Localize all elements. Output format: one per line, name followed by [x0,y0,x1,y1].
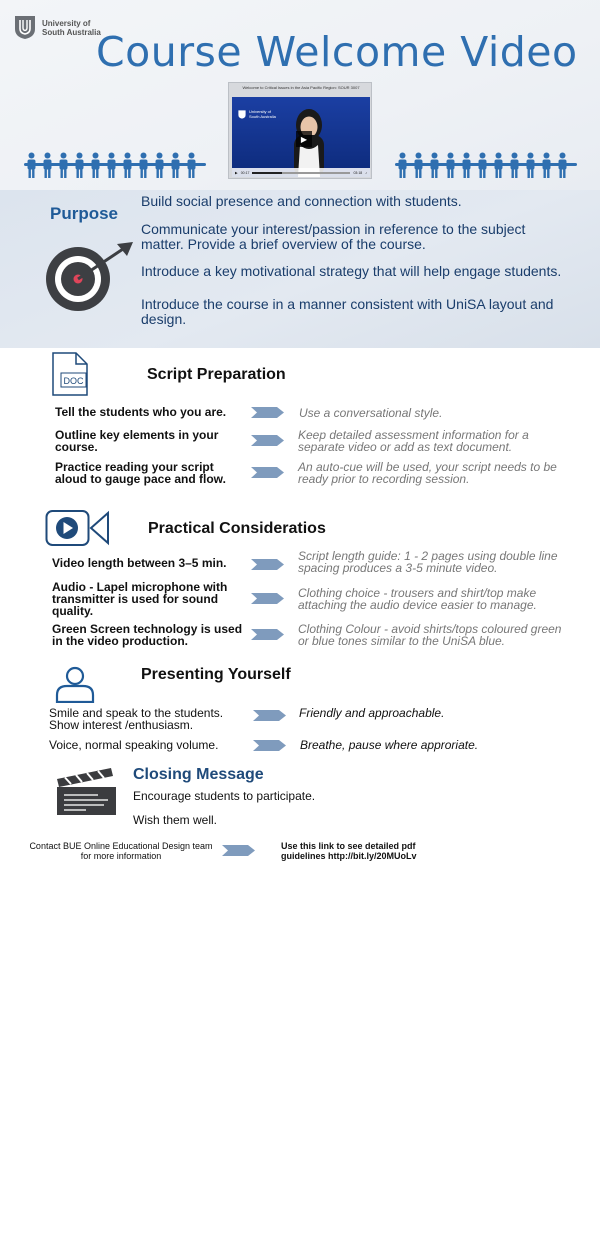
script-row-left: Practice reading your script aloud to gauge pace and flow. [55,460,226,486]
arrow-right-icon [222,845,255,856]
person-figure-icon [58,152,69,178]
script-preparation-title: Script Preparation [147,366,286,383]
practical-row-right: Clothing Colour - avoid shirts/tops coloured green or blue tones similar to the UniSA blue. [298,622,562,648]
person-figure-icon [106,152,117,178]
person-figure-icon [138,152,149,178]
person-figure-icon [74,152,85,178]
closing-line-1: Encourage students to participate. [133,789,316,803]
person-figure-icon [493,152,504,178]
arrow-right-icon [251,593,284,604]
person-figure-icon [42,152,53,178]
purpose-title: Purpose [50,204,119,223]
university-logo[interactable] [14,15,101,40]
script-row-left: Outline key elements in your course. [55,428,219,454]
play-button[interactable]: ▶ [296,131,312,147]
arrow-right-icon [253,710,286,721]
arrow-right-icon [251,407,284,418]
video-camera-icon [45,508,111,548]
video-progress-bar[interactable] [252,172,350,174]
footer-contact: Contact BUE Online Educational Design team for more information [29,841,213,861]
total-time: 03:18 [353,170,363,175]
person-figure-icon [186,152,197,178]
person-figure-icon [397,152,408,178]
script-row-left: Tell the students who you are. [55,405,227,419]
video-progress-fill [252,172,281,174]
volume-icon[interactable]: ♪ [365,170,367,175]
practical-row-right: Script length guide: 1 - 2 pages using double line spacing produces a 3-5 minute video. [298,549,558,575]
person-icon [55,665,95,703]
person-figure-icon [445,152,456,178]
header-banner [0,0,600,190]
video-player[interactable] [228,82,372,179]
clapperboard-icon [56,767,116,816]
presenting-row-right: Breathe, pause where approriate. [300,738,479,752]
person-figure-icon [170,152,181,178]
script-row-right: Use a conversational style. [299,406,443,420]
shield-logo-icon [14,15,36,40]
presenting-row-right: Friendly and approachable. [299,706,445,720]
person-figure-icon [154,152,165,178]
video-screen[interactable] [232,97,370,177]
person-figure-icon [90,152,101,178]
purpose-item: Introduce a key motivational strategy that will help engage students. [141,263,562,279]
purpose-item: Build social presence and connection with students. [141,193,462,209]
person-figure-icon [26,152,37,178]
video-caption: Welcome to Critical Issues in the Asia Pacific Region: SOUR 3007 [242,85,360,90]
practical-considerations-title: Practical Consideratios [148,520,326,537]
presenting-row-left: Smile and speak to the students. Show interest /enthusiasm. [49,706,224,732]
video-controls [232,168,370,177]
current-time: 00:17 [240,170,250,175]
arrow-right-icon [251,467,284,478]
arrow-right-icon [251,559,284,570]
logo-line-2: South Australia [42,27,101,37]
person-figure-icon [525,152,536,178]
logo-line-1: University of [42,18,91,28]
video-brand-line-1: University of [249,109,272,114]
person-figure-icon [122,152,133,178]
doc-icon-label: DOC [63,376,84,386]
practical-row-left: Audio - Lapel microphone with transmitter is used for sound quality. [52,580,228,618]
video-shield-icon [238,110,246,119]
person-figure-icon [413,152,424,178]
person-figure-icon [541,152,552,178]
purpose-item: Communicate your interest/passion in reference to the subject matter. Provide a brief overview of the course. [141,221,526,252]
person-figure-icon [509,152,520,178]
closing-message-title: Closing Message [133,766,264,783]
person-figure-icon [557,152,568,178]
purpose-item: Introduce the course in a manner consistent with UniSA layout and design. [141,296,554,327]
script-row-right: Keep detailed assessment information for a separate video or add as text document. [298,428,529,454]
purpose-list [141,194,571,327]
arrow-right-icon [253,740,286,751]
video-brand [238,109,276,119]
practical-row-left: Green Screen technology is used in the video production. [52,622,243,648]
person-figure-icon [429,152,440,178]
closing-line-2: Wish them well. [133,813,218,827]
practical-row-left: Video length between 3–5 min. [52,556,227,570]
practical-row-right: Clothing choice - trousers and shirt/top make attaching the audio device easier to manage. [298,586,537,612]
script-row-right: An auto-cue will be used, your script needs to be ready prior to recording session. [298,460,557,486]
presenting-row-left: Voice, normal speaking volume. [49,738,219,752]
person-figure-icon [477,152,488,178]
arrow-right-icon [251,629,284,640]
play-control-icon[interactable]: ▶ [235,170,238,175]
people-group-left-icon [26,152,197,178]
guidelines-link[interactable]: Use this link to see detailed pdf guidelines http://bit.ly/20MUoLv [281,841,417,861]
presenting-yourself-title: Presenting Yourself [141,666,291,683]
arrow-right-icon [251,435,284,446]
person-figure-icon [461,152,472,178]
page-title: Course Welcome Video [96,28,578,76]
purpose-section [0,190,600,348]
document-icon [52,352,88,396]
video-brand-line-2: South Australia [249,114,276,119]
target-icon [45,240,135,315]
people-group-right-icon [397,152,568,178]
logo-text [42,19,101,37]
